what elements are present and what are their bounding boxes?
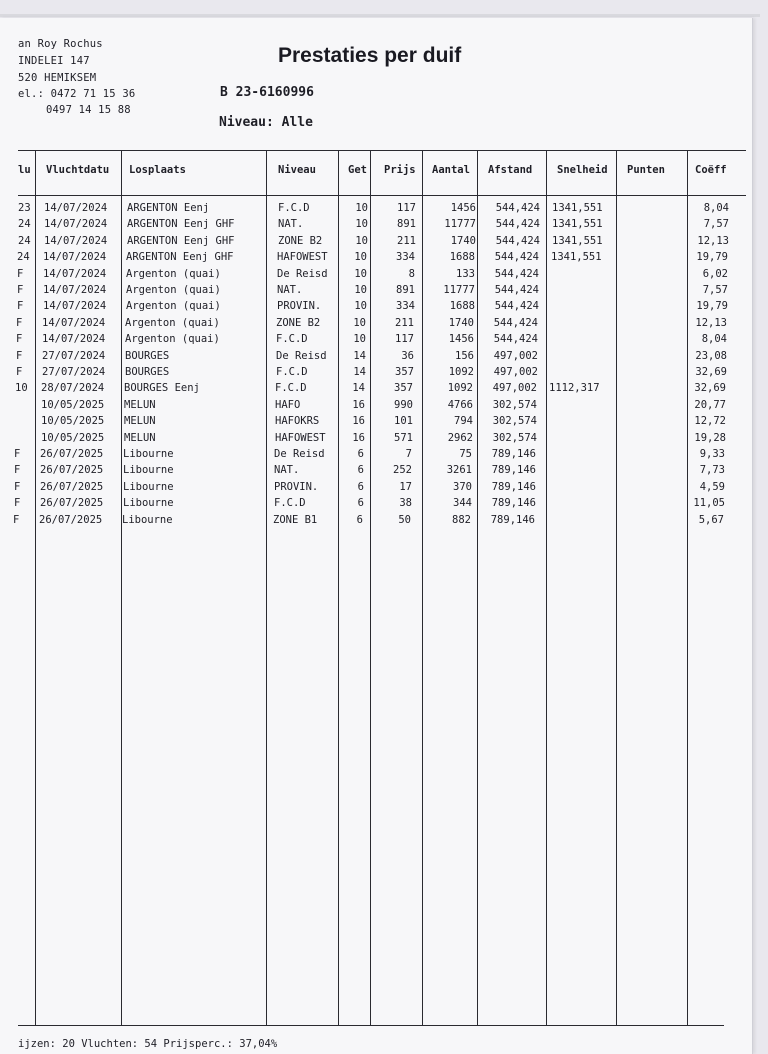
table-cell-vluchtdatu: 26/07/2025 — [40, 464, 104, 477]
table-cell-losplaats: BOURGES Eenj — [124, 382, 200, 395]
table-cell-niveau: HAFOWEST — [277, 251, 328, 264]
table-cell-get: 6 — [357, 448, 364, 460]
table-cell-lu: F — [13, 513, 20, 526]
table-cell-afstand: 302,574 — [492, 415, 537, 428]
table-cell-vluchtdatu: 26/07/2025 — [39, 513, 103, 526]
table-cell-afstand: 544,424 — [493, 333, 538, 346]
table-cell-snelheid: 1341,551 — [552, 234, 603, 247]
table-cell-afstand: 544,424 — [494, 251, 539, 264]
table-cell-aantal: 1688 — [449, 251, 475, 264]
table-cell-vluchtdatu: 26/07/2025 — [40, 480, 104, 493]
table-cell-afstand: 544,424 — [494, 267, 539, 280]
table-cell-co-ff: 8,04 — [701, 333, 727, 346]
column-divider-5 — [370, 150, 371, 1025]
table-cell-aantal: 11777 — [444, 218, 476, 231]
table-cell-prijs: 36 — [401, 349, 414, 362]
table-cell-aantal: 882 — [452, 513, 471, 526]
table-cell-losplaats: Argenton (quai) — [126, 267, 221, 280]
table-cell-lu: 24 — [17, 251, 30, 264]
table-cell-vluchtdatu: 14/07/2024 — [42, 316, 106, 329]
owner-name: an Roy Rochus — [18, 38, 103, 50]
table-header-rule — [18, 195, 746, 196]
table-cell-niveau: PROVIN. — [274, 480, 319, 493]
table-cell-vluchtdatu: 27/07/2024 — [42, 349, 106, 362]
table-cell-losplaats: Argenton (quai) — [125, 333, 220, 346]
table-cell-aantal: 3261 — [446, 464, 472, 477]
table-cell-snelheid: 1341,551 — [552, 218, 603, 231]
table-cell-get: 10 — [355, 234, 368, 247]
table-cell-niveau: HAFOKRS — [275, 415, 320, 428]
table-cell-losplaats: BOURGES — [125, 349, 170, 362]
table-cell-losplaats: Argenton (quai) — [126, 284, 221, 296]
column-header-10: Punten — [627, 164, 665, 176]
table-cell-co-ff: 7,57 — [703, 218, 729, 231]
table-cell-losplaats: ARGENTON Eenj GHF — [126, 251, 234, 264]
table-cell-vluchtdatu: 26/07/2025 — [40, 448, 104, 460]
column-header-8: Afstand — [488, 164, 533, 176]
niveau-label: Niveau: Alle — [219, 115, 313, 130]
table-cell-aantal: 11777 — [443, 284, 475, 296]
table-cell-lu: 23 — [18, 202, 31, 214]
table-cell-niveau: ZONE B2 — [276, 316, 321, 329]
table-cell-losplaats: MELUN — [124, 431, 156, 444]
table-cell-prijs: 38 — [399, 497, 412, 510]
table-cell-afstand: 302,574 — [492, 398, 537, 411]
page-title: Prestaties per duif — [278, 44, 462, 67]
table-cell-get: 10 — [353, 333, 366, 346]
table-cell-niveau: ZONE B1 — [273, 513, 318, 526]
table-top-rule — [18, 150, 746, 151]
column-divider-1 — [35, 150, 36, 1025]
table-cell-afstand: 544,424 — [494, 300, 539, 313]
table-cell-prijs: 101 — [394, 415, 413, 428]
column-divider-2 — [121, 150, 122, 1025]
table-cell-vluchtdatu: 14/07/2024 — [44, 234, 108, 247]
table-cell-get: 10 — [354, 251, 367, 264]
table-cell-losplaats: Argenton (quai) — [125, 316, 220, 329]
column-divider-7 — [477, 150, 478, 1025]
table-cell-afstand: 497,002 — [493, 366, 538, 378]
table-cell-aantal: 1740 — [450, 234, 476, 247]
table-cell-afstand: 544,424 — [495, 202, 540, 214]
table-cell-lu: F — [17, 300, 24, 313]
table-cell-aantal: 1456 — [448, 333, 474, 346]
table-cell-aantal: 1688 — [449, 300, 475, 313]
table-bottom-rule — [18, 1025, 724, 1026]
table-cell-niveau: PROVIN. — [277, 300, 322, 313]
table-cell-losplaats: Libourne — [123, 480, 174, 493]
table-cell-prijs: 8 — [408, 267, 415, 280]
column-header-11: Coëff — [695, 164, 727, 176]
table-cell-lu: F — [16, 316, 23, 329]
footer-summary: ijzen: 20 Vluchten: 54 Prijsperc.: 37,04% — [18, 1038, 278, 1050]
table-cell-get: 10 — [355, 202, 368, 214]
table-cell-lu: F — [14, 480, 21, 493]
table-cell-niveau: F.C.D — [276, 366, 308, 378]
table-cell-co-ff: 8,04 — [703, 202, 729, 214]
table-cell-get: 10 — [354, 284, 367, 296]
table-cell-niveau: ZONE B2 — [278, 234, 323, 247]
table-cell-co-ff: 9,33 — [699, 448, 725, 460]
table-cell-niveau: De Reisd — [274, 448, 325, 460]
table-cell-lu: F — [14, 497, 21, 510]
table-cell-afstand: 497,002 — [492, 382, 537, 395]
table-cell-losplaats: ARGENTON Eenj — [127, 202, 210, 214]
table-cell-get: 6 — [356, 513, 363, 526]
table-cell-aantal: 133 — [456, 267, 475, 280]
table-cell-niveau: NAT. — [277, 284, 303, 296]
table-cell-get: 6 — [357, 480, 364, 493]
table-cell-vluchtdatu: 10/05/2025 — [41, 415, 105, 428]
table-cell-co-ff: 11,05 — [693, 497, 725, 510]
table-cell-niveau: NAT. — [274, 464, 300, 477]
table-cell-niveau: HAFOWEST — [275, 431, 326, 444]
table-cell-vluchtdatu: 10/05/2025 — [41, 431, 105, 444]
table-cell-niveau: De Reisd — [277, 267, 328, 280]
column-header-3: Losplaats — [129, 164, 186, 176]
column-header-7: Aantal — [432, 164, 470, 176]
column-divider-8 — [546, 150, 547, 1025]
table-cell-lu: F — [17, 284, 24, 296]
table-cell-lu: F — [14, 464, 21, 477]
table-cell-afstand: 789,146 — [490, 513, 535, 526]
owner-city: 520 HEMIKSEM — [18, 72, 97, 84]
table-cell-aantal: 794 — [454, 415, 473, 428]
column-divider-6 — [422, 150, 423, 1025]
table-cell-get: 10 — [354, 267, 367, 280]
table-cell-niveau: De Reisd — [276, 349, 327, 362]
table-cell-vluchtdatu: 14/07/2024 — [43, 267, 107, 280]
table-cell-vluchtdatu: 14/07/2024 — [44, 202, 108, 214]
table-cell-prijs: 990 — [394, 398, 413, 411]
table-cell-prijs: 334 — [396, 251, 415, 264]
table-cell-get: 10 — [355, 218, 368, 231]
table-cell-lu: 10 — [15, 382, 28, 395]
table-cell-co-ff: 19,28 — [694, 431, 726, 444]
table-cell-losplaats: ARGENTON Eenj GHF — [127, 234, 235, 247]
table-cell-co-ff: 20,77 — [694, 398, 726, 411]
table-cell-aantal: 4766 — [447, 398, 473, 411]
table-cell-co-ff: 19,79 — [696, 300, 728, 313]
table-cell-co-ff: 32,69 — [694, 382, 726, 395]
table-cell-aantal: 344 — [453, 497, 472, 510]
table-cell-aantal: 75 — [459, 448, 472, 460]
column-header-2: Vluchtdatu — [46, 164, 110, 176]
table-cell-snelheid: 1112,317 — [549, 382, 600, 395]
table-cell-get: 14 — [353, 349, 366, 362]
table-cell-co-ff: 23,08 — [695, 349, 727, 362]
page-top-edge — [0, 14, 760, 17]
table-cell-get: 16 — [352, 398, 365, 411]
table-cell-vluchtdatu: 27/07/2024 — [42, 366, 106, 378]
table-cell-aantal: 1092 — [447, 382, 473, 395]
table-cell-co-ff: 12,72 — [694, 415, 726, 428]
table-cell-lu: 24 — [18, 218, 31, 231]
table-cell-aantal: 2962 — [447, 431, 473, 444]
table-cell-get: 10 — [353, 316, 366, 329]
table-cell-prijs: 357 — [395, 366, 414, 378]
column-header-5: Get — [348, 164, 367, 176]
table-cell-prijs: 17 — [399, 480, 412, 493]
table-cell-lu: F — [14, 448, 21, 460]
table-cell-get: 10 — [354, 300, 367, 313]
table-cell-niveau: NAT. — [278, 218, 304, 231]
column-divider-4 — [338, 150, 339, 1025]
table-cell-prijs: 891 — [396, 284, 415, 296]
column-header-1: lu — [18, 164, 31, 176]
column-divider-3 — [266, 150, 267, 1025]
column-header-6: Prijs — [384, 164, 416, 176]
table-cell-vluchtdatu: 14/07/2024 — [42, 333, 106, 346]
table-cell-prijs: 334 — [396, 300, 415, 313]
table-cell-aantal: 1740 — [448, 316, 474, 329]
table-cell-vluchtdatu: 14/07/2024 — [44, 218, 108, 231]
owner-phone-2: 0497 14 15 88 — [46, 104, 131, 116]
table-cell-afstand: 789,146 — [491, 448, 536, 460]
table-cell-co-ff: 12,13 — [695, 316, 727, 329]
table-cell-lu: F — [16, 349, 23, 362]
table-cell-afstand: 497,002 — [493, 349, 538, 362]
table-cell-afstand: 789,146 — [491, 480, 536, 493]
table-cell-get: 16 — [352, 415, 365, 428]
table-cell-vluchtdatu: 14/07/2024 — [43, 251, 107, 264]
table-cell-losplaats: ARGENTON Eenj GHF — [127, 218, 235, 231]
table-cell-co-ff: 6,02 — [702, 267, 728, 280]
table-cell-prijs: 117 — [397, 202, 416, 214]
table-cell-prijs: 252 — [393, 464, 412, 477]
table-cell-co-ff: 32,69 — [695, 366, 727, 378]
table-cell-afstand: 789,146 — [491, 497, 536, 510]
table-cell-prijs: 211 — [395, 316, 414, 329]
table-cell-vluchtdatu: 14/07/2024 — [43, 300, 107, 313]
table-cell-co-ff: 12,13 — [697, 234, 729, 247]
table-cell-vluchtdatu: 26/07/2025 — [40, 497, 104, 510]
table-cell-get: 6 — [357, 497, 364, 510]
table-cell-afstand: 544,424 — [495, 218, 540, 231]
table-cell-losplaats: Libourne — [123, 464, 174, 477]
table-cell-losplaats: MELUN — [124, 398, 156, 411]
table-cell-niveau: HAFO — [275, 398, 301, 411]
table-cell-aantal: 370 — [453, 480, 472, 493]
table-cell-niveau: F.C.D — [274, 497, 306, 510]
table-cell-niveau: F.C.D — [275, 382, 307, 395]
table-cell-prijs: 357 — [394, 382, 413, 395]
owner-address: INDELEI 147 — [18, 55, 90, 67]
table-cell-losplaats: BOURGES — [125, 366, 170, 378]
table-cell-lu: F — [16, 333, 23, 346]
table-cell-co-ff: 7,57 — [702, 284, 728, 296]
table-cell-get: 14 — [352, 382, 365, 395]
table-cell-co-ff: 4,59 — [699, 480, 725, 493]
table-cell-losplaats: Libourne — [123, 448, 174, 460]
table-cell-aantal: 1456 — [450, 202, 476, 214]
table-cell-aantal: 156 — [455, 349, 474, 362]
ring-number: B 23-6160996 — [220, 85, 314, 100]
table-cell-prijs: 571 — [394, 431, 413, 444]
table-cell-lu: 24 — [18, 234, 31, 247]
table-cell-losplaats: Libourne — [122, 513, 173, 526]
table-cell-prijs: 7 — [405, 448, 412, 460]
table-cell-snelheid: 1341,551 — [552, 202, 603, 214]
table-cell-afstand: 302,574 — [492, 431, 537, 444]
table-cell-afstand: 544,424 — [494, 284, 539, 296]
table-cell-losplaats: Argenton (quai) — [126, 300, 221, 313]
table-cell-losplaats: Libourne — [123, 497, 174, 510]
table-cell-losplaats: MELUN — [124, 415, 156, 428]
table-cell-get: 6 — [357, 464, 364, 477]
table-cell-lu: F — [16, 366, 23, 378]
table-cell-get: 14 — [353, 366, 366, 378]
table-cell-snelheid: 1341,551 — [551, 251, 602, 264]
table-cell-prijs: 211 — [397, 234, 416, 247]
column-header-9: Snelheid — [557, 164, 608, 176]
table-cell-afstand: 789,146 — [491, 464, 536, 477]
table-cell-vluchtdatu: 14/07/2024 — [43, 284, 107, 296]
table-cell-lu: F — [17, 267, 24, 280]
table-cell-afstand: 544,424 — [493, 316, 538, 329]
table-cell-afstand: 544,424 — [495, 234, 540, 247]
column-divider-10 — [687, 150, 688, 1025]
table-cell-co-ff: 19,79 — [696, 251, 728, 264]
table-cell-niveau: F.C.D — [276, 333, 308, 346]
column-divider-9 — [616, 150, 617, 1025]
table-cell-prijs: 117 — [395, 333, 414, 346]
table-cell-niveau: F.C.D — [278, 202, 310, 214]
table-cell-vluchtdatu: 10/05/2025 — [41, 398, 105, 411]
table-cell-co-ff: 7,73 — [699, 464, 725, 477]
table-cell-get: 16 — [352, 431, 365, 444]
table-cell-prijs: 891 — [397, 218, 416, 231]
table-cell-vluchtdatu: 28/07/2024 — [41, 382, 105, 395]
table-cell-co-ff: 5,67 — [698, 513, 724, 526]
table-cell-aantal: 1092 — [448, 366, 474, 378]
owner-phone: el.: 0472 71 15 36 — [18, 88, 136, 100]
table-cell-prijs: 50 — [398, 513, 411, 526]
column-header-4: Niveau — [278, 164, 316, 176]
